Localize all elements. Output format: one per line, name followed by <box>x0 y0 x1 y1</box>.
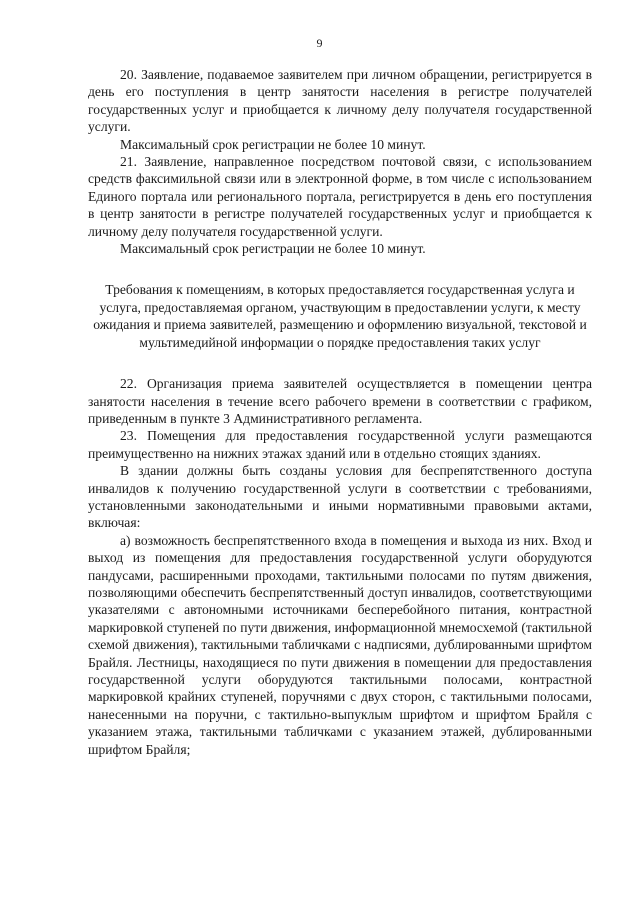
paragraph-item-a: а) возможность беспрепятственного входа в помещения и выхода из них. Вход и выход из помещения для предоставления государственной услуги оборудуются пандусами, расширенными проходами, тактильными полосами по путям движения, позволяющими обеспечить беспрепятственный доступ инвалидов, соответствующими указателями с автономными источниками бесперебойного питания, контрастной маркировкой ступеней по пути движения, информационной мнемосхемой (тактильной схемой движения), тактильными табличками с надписями, дублированными шрифтом Брайля. Лестницы, находящиеся по пути движения в помещении для предоставления государственной услуги оборудуются тактильными полосами, контрастной маркировкой крайних ступеней, поручнями с двух сторон, с тактильными полосами, нанесенными на поручни, с тактильно-выпуклым шрифтом и шрифтом Брайля с указанием этажа, тактильными табличками с указанием этажей, дублированными шрифтом Брайля; <box>88 532 592 757</box>
paragraph-23: 23. Помещения для предоставления государственной услуги размещаются преимущественно на нижних этажах зданий или в отдельно стоящих зданиях. <box>88 428 592 461</box>
paragraph-accessibility: В здании должны быть созданы условия для беспрепятственного доступа инвалидов к получению государственной услуги в соответствии с требованиями, установленными законодательными и иными нормативными правовыми актами, включая: <box>88 463 592 531</box>
document-body <box>88 66 592 758</box>
page-number: 9 <box>316 36 323 50</box>
paragraph-registration-time-1: Максимальный срок регистрации не более 10 минут. <box>120 136 426 152</box>
section-heading: Требования к помещениям, в которых предоставляется государственная услуга и услуга, предоставляемая органом, участвующим в предоставлении услуги, к месту ожидания и приема заявителей, размещению и оформлению визуальной, текстовой и мультимедийной информации о порядке предоставления таких услуг <box>93 282 587 350</box>
paragraph-22: 22. Организация приема заявителей осуществляется в помещении центра занятости населения в течение всего рабочего времени в соответствии с графиком, приведенным в пункте 3 Административного регламента. <box>88 376 592 426</box>
paragraph-registration-time-2: Максимальный срок регистрации не более 10 минут. <box>120 241 426 257</box>
paragraph-20: 20. Заявление, подаваемое заявителем при личном обращении, регистрируется в день его поступления в центр занятости населения в регистре получателей государственных услуг и приобщается к личному делу получателя государственной услуги. <box>88 67 592 135</box>
paragraph-21: 21. Заявление, направленное посредством почтовой связи, с использованием средств факсимильной связи или в электронной форме, в том числе с использованием Единого портала или регионального портала, регистрируется в день его поступления в центр занятости в регистре получателей государственных услуг и приобщается к личному делу получателя государственной услуги. <box>88 154 592 239</box>
